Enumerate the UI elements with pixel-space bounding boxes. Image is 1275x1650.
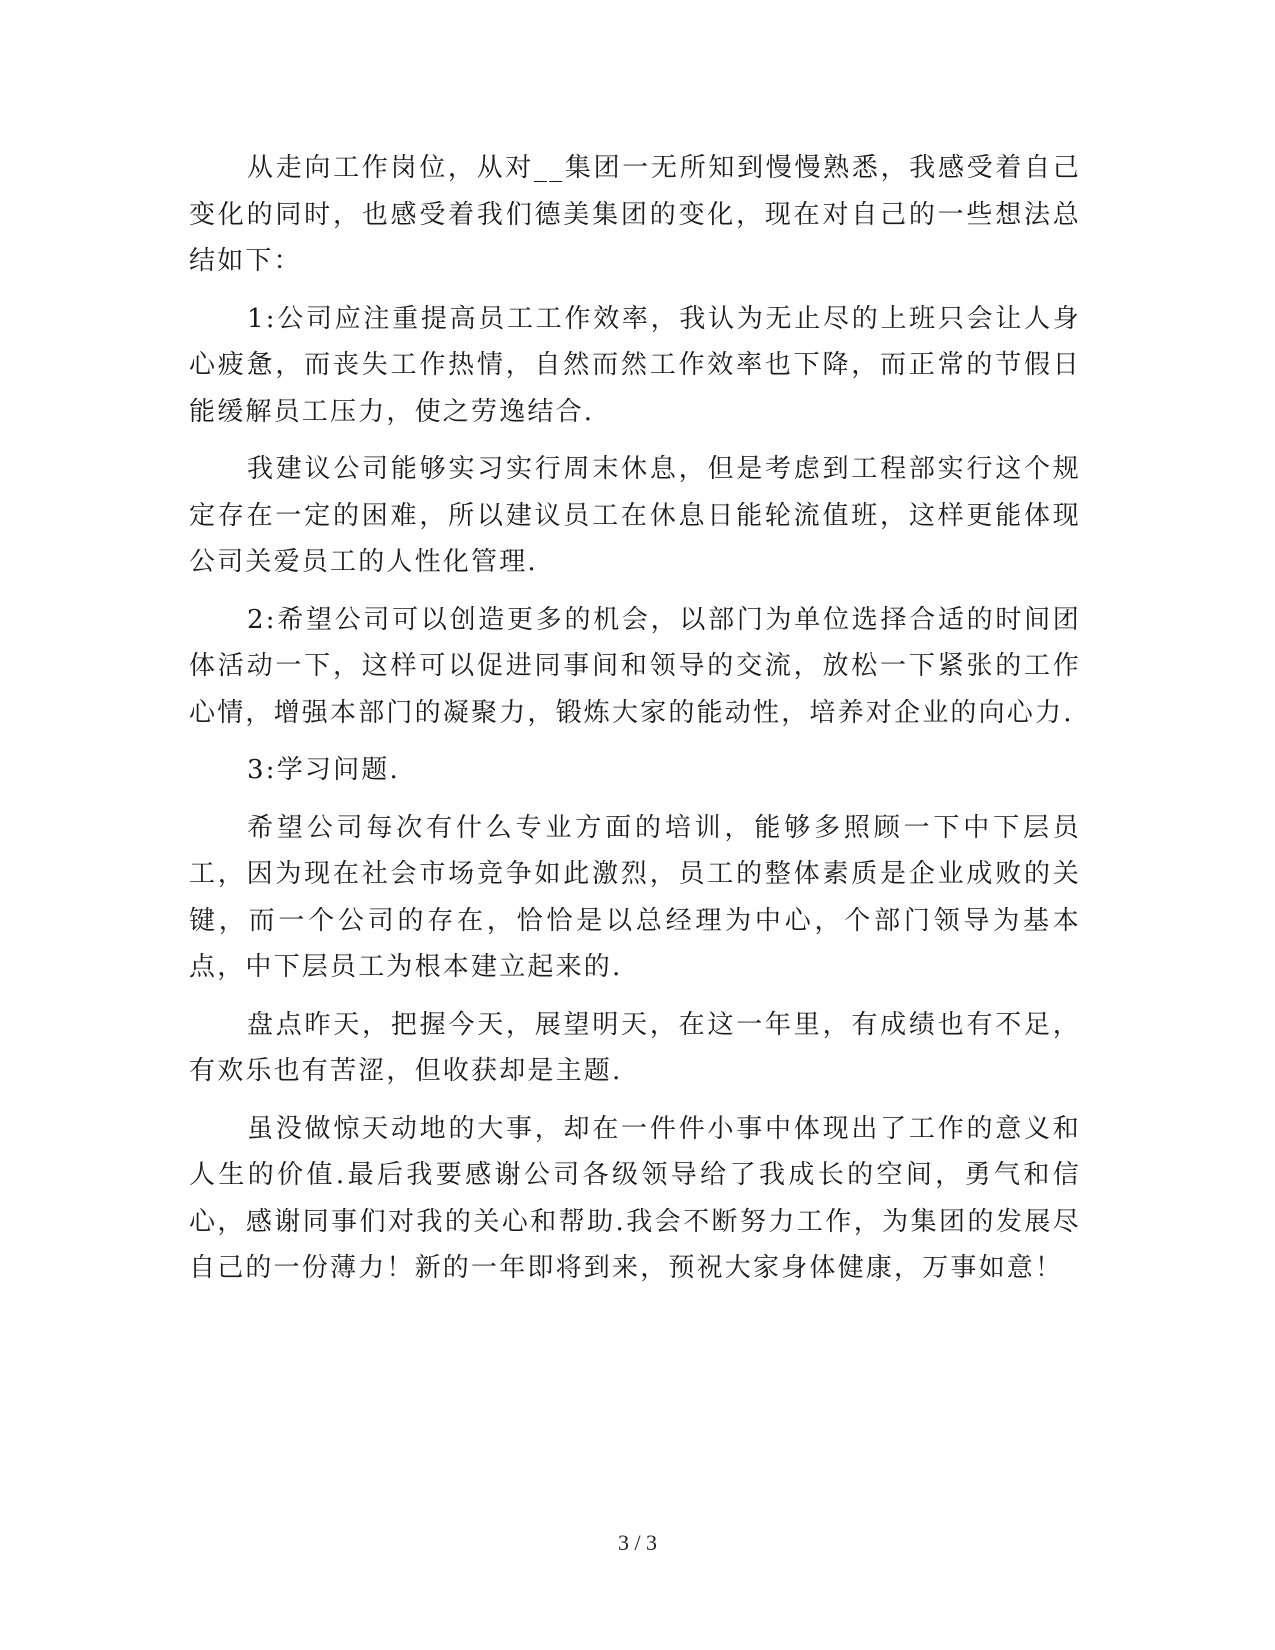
paragraph-point-1: 1:公司应注重提高员工工作效率，我认为无止尽的上班只会让人身心疲惫，而丧失工作热情，自然而然工作效率也下降，而正常的节假日能缓解员工压力，使之劳逸结合. xyxy=(189,303,1081,427)
document-body xyxy=(189,145,1081,1303)
paragraph-point-2: 2:希望公司可以创造更多的机会，以部门为单位选择合适的时间团体活动一下，这样可以促进同事间和领导的交流，放松一下紧张的工作心情，增强本部门的凝聚力，锻炼大家的能动性，培养对企业的向心力. xyxy=(189,604,1081,728)
paragraph-closing: 虽没做惊天动地的大事，却在一件件小事中体现出了工作的意义和人生的价值.最后我要感谢公司各级领导给了我成长的空间，勇气和信心，感谢同事们对我的关心和帮助.我会不断努力工作，为集团的发展尽自己的一份薄力！新的一年即将到来，预祝大家身体健康，万事如意！ xyxy=(189,1113,1081,1283)
paragraph-point-3-heading: 3:学习问题. xyxy=(247,755,400,785)
paragraph-weekend-suggestion: 我建议公司能够实习实行周末休息，但是考虑到工程部实行这个规定存在一定的困难，所以建议员工在休息日能轮流值班，这样更能体现公司关爱员工的人性化管理. xyxy=(189,454,1081,577)
page-number: 3 / 3 xyxy=(617,1530,658,1555)
paragraph-intro: 从走向工作岗位，从对__集团一无所知到慢慢熟悉，我感受着自己变化的同时，也感受着我们德美集团的变化，现在对自己的一些想法总结如下： xyxy=(189,153,1081,276)
paragraph-training: 希望公司每次有什么专业方面的培训，能够多照顾一下中下层员工，因为现在社会市场竞争如此激烈，员工的整体素质是企业成败的关键，而一个公司的存在，恰恰是以总经理为中心，个部门领导为基本点，中下层员工为根本建立起来的. xyxy=(189,812,1081,982)
paragraph-review: 盘点昨天，把握今天，展望明天，在这一年里，有成绩也有不足，有欢乐也有苦涩，但收获却是主题. xyxy=(189,1009,1081,1086)
